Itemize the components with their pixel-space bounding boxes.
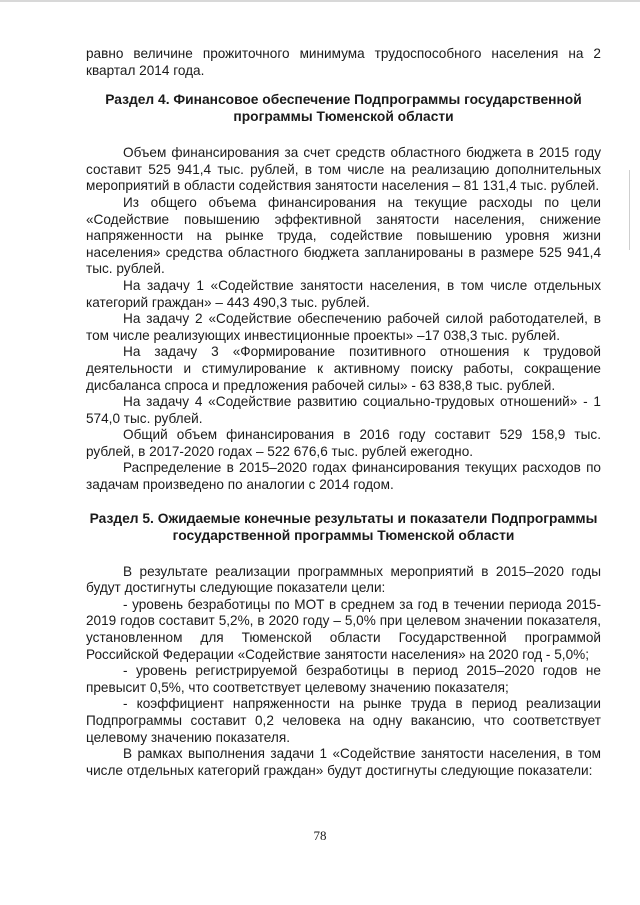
section-4-paragraph: На задачу 2 «Содействие обеспечению рабочей силой работодателей, в том числе реализующих инвестиционные проекты» –17 038,3 тыс. рублей. xyxy=(86,311,601,343)
section-5-title: Раздел 5. Ожидаемые конечные результаты и показатели Подпрограммы государственной программы Тюменской области xyxy=(89,510,598,543)
section-4-paragraph: Распределение в 2015–2020 годах финансирования текущих расходов по задачам произведено по аналогии с 2014 годом. xyxy=(86,460,601,493)
section-5-bullet: - уровень безработицы по МОТ в среднем за год в течении периода 2015-2019 годов составит 5,2%, в 2020 году – 5,0% при целевом значении показателя, установленном для Тюменской области Государственной программой Российской Федерации «Содействие занятости населения» на 2020 год - 5,0%; xyxy=(86,596,601,662)
section-4-paragraph: На задачу 3 «Формирование позитивного отношения к трудовой деятельности и стимулирование к активному поиску работы, сокращение дисбаланса спроса и предложения рабочей силы» - 63 838,8 тыс. рублей. xyxy=(86,344,601,393)
scan-top-border xyxy=(0,0,640,2)
section-4-paragraph: На задачу 4 «Содействие развитию социально-трудовых отношений» - 1 574,0 тыс. рублей. xyxy=(86,394,601,426)
section-5-paragraph: В результате реализации программных мероприятий в 2015–2020 годы будут достигнуты следующие показатели цели: xyxy=(86,563,601,596)
scan-edge-mark xyxy=(629,170,630,250)
section-4-paragraph: На задачу 1 «Содействие занятости населения, в том числе отдельных категорий граждан» – 443 490,3 тыс. рублей. xyxy=(86,277,601,310)
page-body xyxy=(86,46,601,779)
section-5-bullet: - уровень регистрируемой безработицы в период 2015–2020 годов не превысит 0,5%, что соответствует целевому значению показателя; xyxy=(86,663,601,695)
page-number: 78 xyxy=(313,828,327,843)
section-5-paragraph: В рамках выполнения задачи 1 «Содействие занятости населения, в том числе отдельных категорий граждан» будут достигнуты следующие показатели: xyxy=(86,746,601,778)
section-5-bullet: - коэффициент напряженности на рынке труда в период реализации Подпрограммы составит 0,2 человека на одну вакансию, что соответствует целевому значению показателя. xyxy=(86,696,601,745)
section-4-paragraph: Общий объем финансирования в 2016 году составит 529 158,9 тыс. рублей, в 2017-2020 годах – 522 676,6 тыс. рублей ежегодно. xyxy=(86,427,601,459)
section-4-paragraph: Объем финансирования за счет средств областного бюджета в 2015 году составит 525 941,4 тыс. рублей, в том числе на реализацию дополнительных мероприятий в области содействия занятости населения – 81 131,4 тыс. рублей. xyxy=(86,145,601,194)
section-4-title: Раздел 4. Финансовое обеспечение Подпрограммы государственной программы Тюменской области xyxy=(105,92,582,125)
intro-paragraph: равно величине прожиточного минимума трудоспособного населения на 2 квартал 2014 года. xyxy=(86,46,601,78)
section-4-paragraph: Из общего объема финансирования на текущие расходы по цели «Содействие повышению эффективной занятости населения, снижение напряженности на рынке труда, содействие повышению уровня жизни населения» средства областного бюджета запланированы в размере 525 941,4 тыс. рублей. xyxy=(86,194,601,277)
